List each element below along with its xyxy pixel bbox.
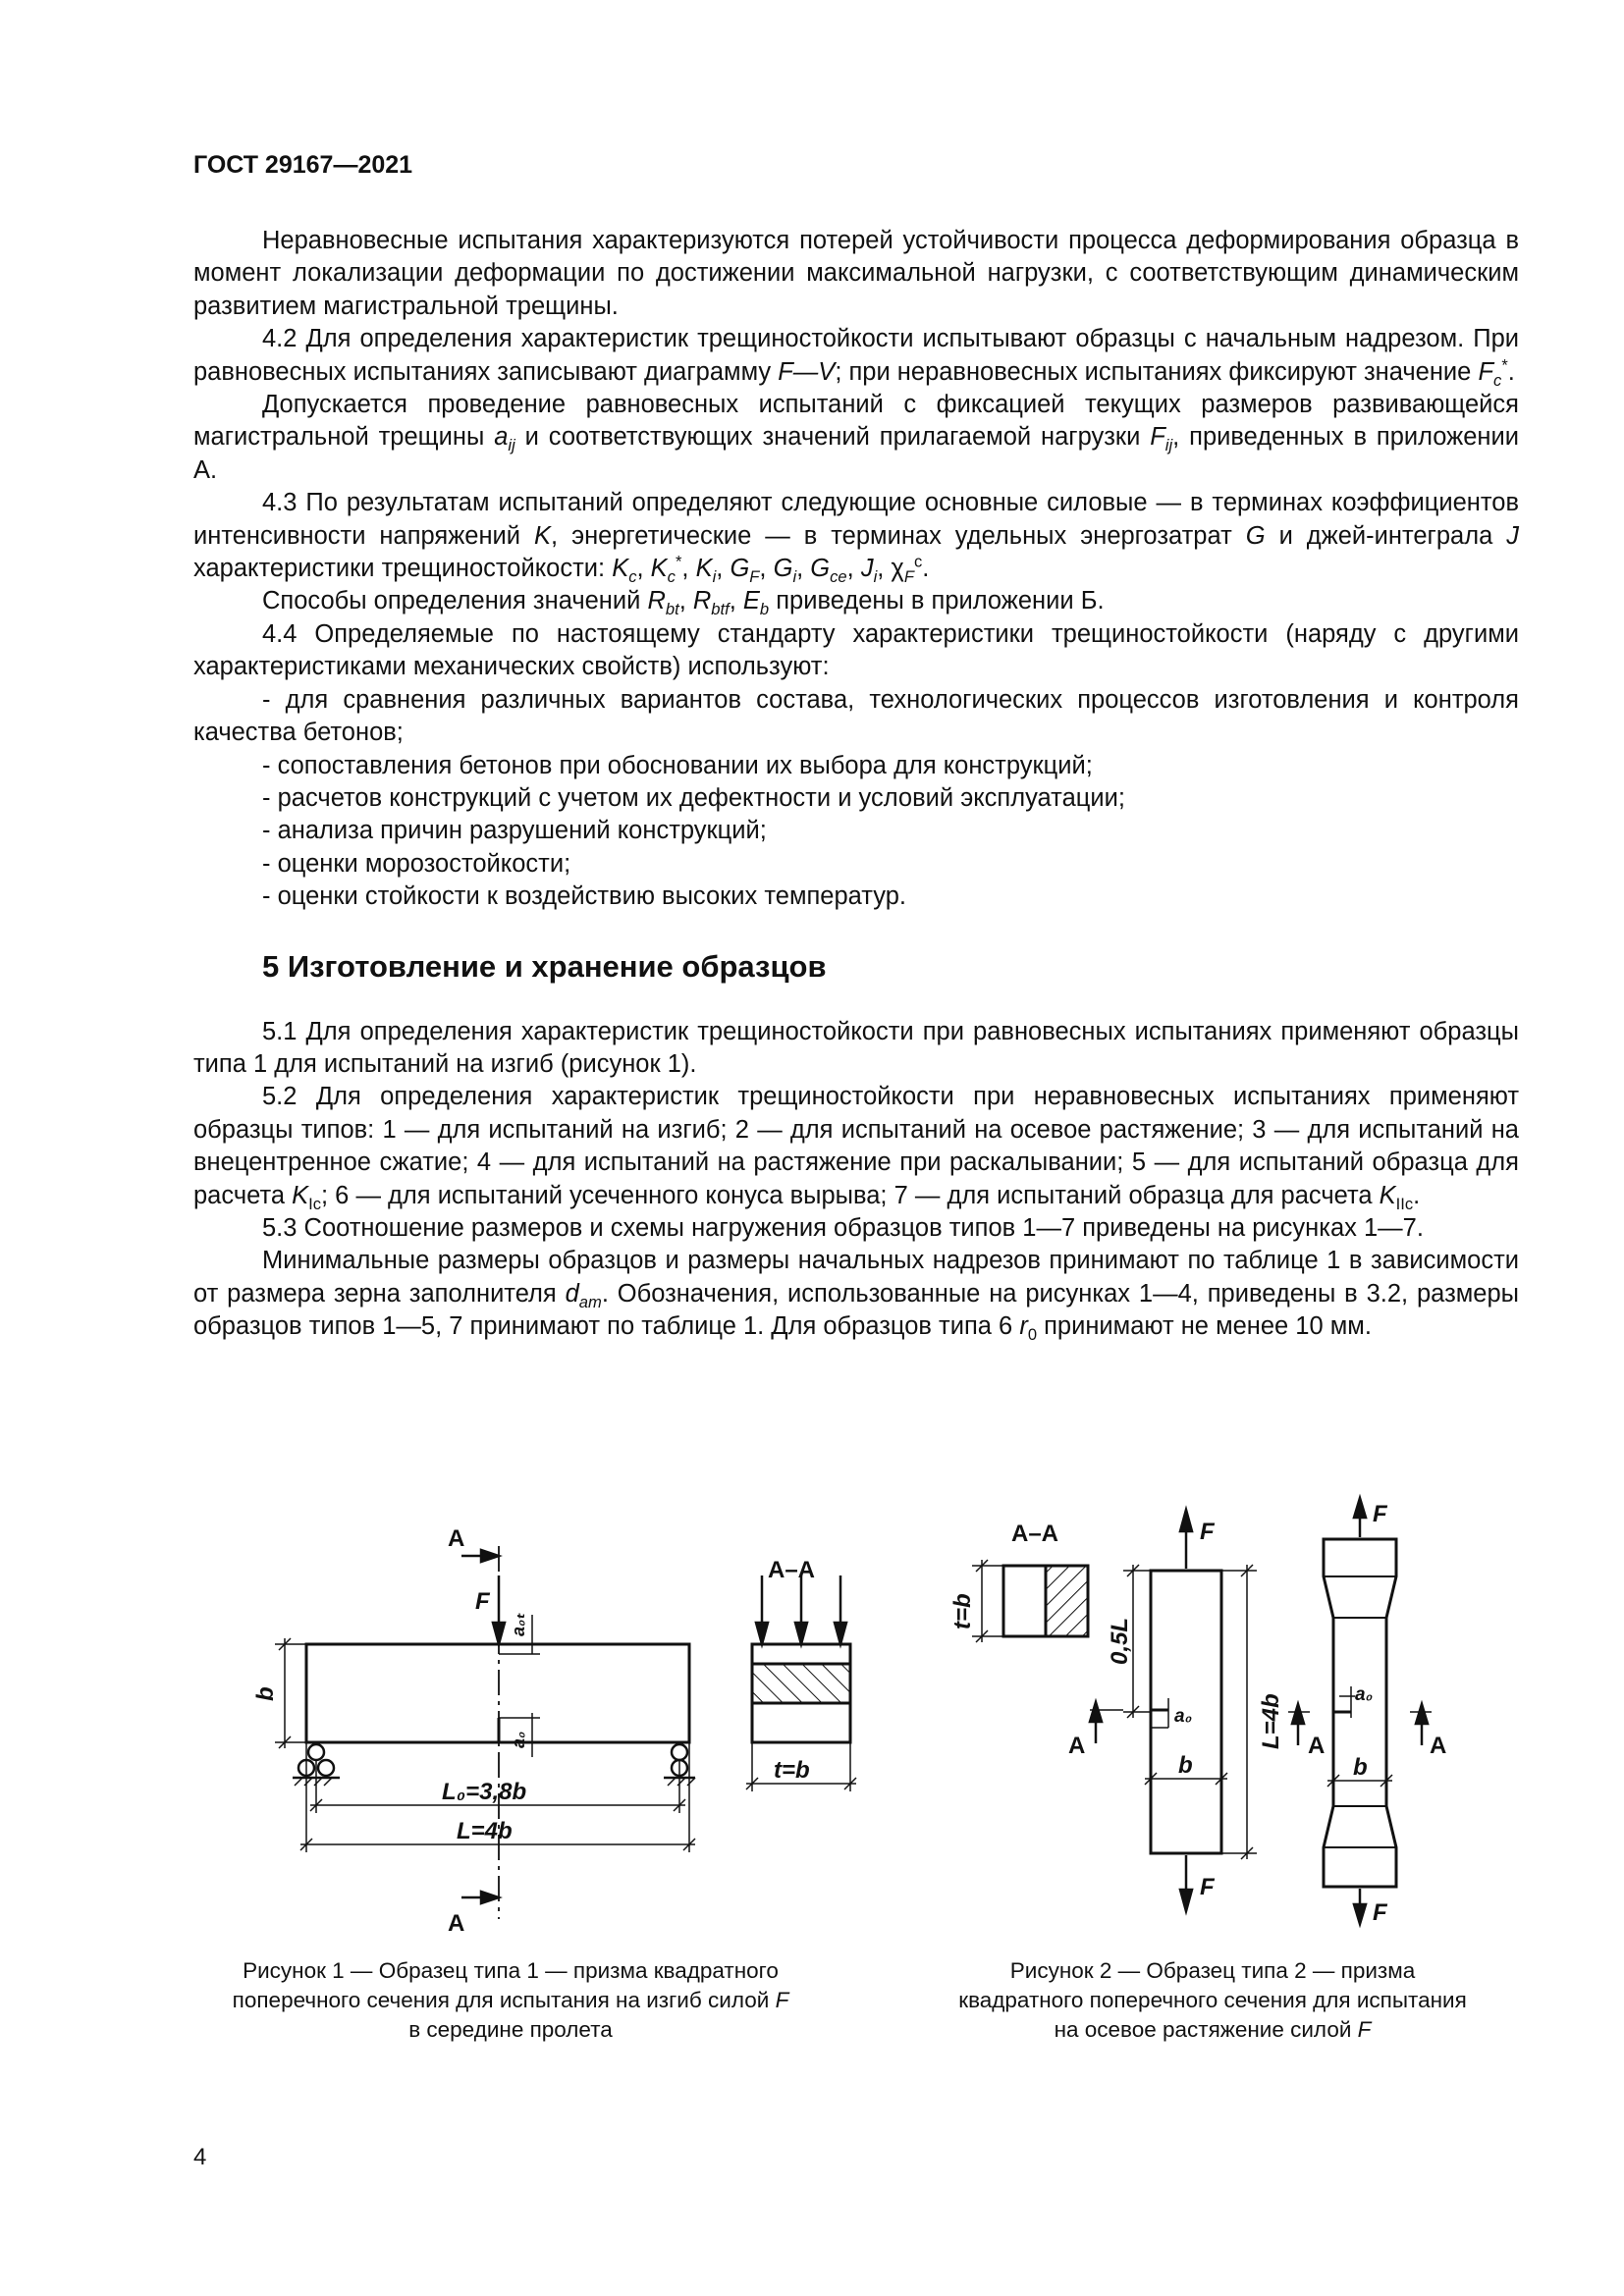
list-item: - оценки морозостойкости; — [262, 849, 571, 878]
list-item: - анализа причин разрушений конструкций; — [262, 817, 767, 845]
label-force: F — [1200, 1874, 1215, 1900]
label-half-l: 0,5L — [1107, 1617, 1133, 1665]
label-force: F — [1373, 1899, 1387, 1926]
label-force: F — [1200, 1519, 1215, 1545]
list-item: - оценки стойкости к воздействию высоких температур. — [262, 882, 906, 911]
figure-2-svg — [943, 1492, 1492, 1929]
label-a-left: A — [1308, 1733, 1326, 1759]
section-title: 5 Изготовление и хранение образцов — [262, 948, 827, 984]
paragraph: Минимальные размеры образцов и размеры начальных надрезов принимают по таблице 1 в зависимости от размера зерна заполнителя $d_{am}$. Обозначения, использованные на рисунках 1—4, приведены в 3.2, размеры образцов типов 1—5, 7 принимают по таблице 1. Для образцов типа 6 $r_0$ принимают не менее 10 мм. — [193, 1247, 1519, 1345]
label-a0: a₀ — [1174, 1706, 1193, 1727]
label-l: L=4b — [457, 1818, 513, 1844]
paragraph-5-2: 5.2 Для определения характеристик трещиностойкости при неравновесных испытаниях применяют образцы типов: 1 — для испытаний на изгиб; 2 — для испытаний на осевое растяжение; 3 — для испытаний на внецентренное сжатие; 4 — для испытаний на растяжение при раскалывании; 5 — для испытаний образца для расчета $K_{Ic}$; 6 — для испытаний усеченного конуса вырыва; 7 — для испытаний образца для расчета $K_{IIc}$. — [193, 1083, 1519, 1213]
list-item: - для сравнения различных вариантов состава, технологических процессов изготовления и контроля качества бетонов; — [193, 685, 1519, 747]
page-number: 4 — [193, 2144, 207, 2170]
body-text — [193, 225, 1519, 1344]
support-left — [308, 1744, 324, 1760]
paragraph-4-4: 4.4 Определяемые по настоящему стандарту характеристики трещиностойкости (наряду с другими характеристиками механических свойств) используют: — [193, 619, 1519, 681]
paragraph-4-3: 4.3 По результатам испытаний определяют следующие основные силовые — в терминах коэффициентов интенсивности напряжений K, энергетические — в терминах удельных энергозатрат G и джей-интеграла J характеристики трещиностойкости: $K_c$, $K_c^*$, $K_i$, $G_F$, $G_i$, $G_{ce}$, $J_i$, $\chi_F^c$. — [193, 489, 1519, 587]
label-l: L=4b — [1258, 1693, 1284, 1749]
label-b: b — [252, 1686, 279, 1701]
label-b: b — [1178, 1752, 1193, 1779]
list-item: - сопоставления бетонов при обосновании их выбора для конструкций; — [262, 751, 1093, 779]
paragraph-4-2: 4.2 Для определения характеристик трещиностойкости испытывают образцы с начальным надрезом. При равновесных испытаниях записывают диаграмму F—V; при неравновесных испытаниях фиксируют значение $F_c^*$. — [193, 325, 1519, 390]
figure-2-drawing — [943, 1492, 1492, 1929]
paragraph: Допускается проведение равновесных испытаний с фиксацией текущих размеров развивающейся магистральной трещины $a_{ij}$ и соответствующих значений прилагаемой нагрузки $F_{ij}$, приведенных в приложении А. — [193, 391, 1519, 484]
list-item: - расчетов конструкций с учетом их дефектности и условий эксплуатации; — [262, 783, 1125, 812]
paragraph: Неравновесные испытания характеризуются потерей устойчивости процесса деформирования образца в момент локализации деформации по достижении максимальной нагрузки, с соответствующим динамическим развитием магистральной трещины. — [193, 227, 1519, 320]
figure-1-drawing — [252, 1507, 884, 1939]
label-a-right: A — [1430, 1733, 1447, 1759]
label-a0t: a₀ₜ — [509, 1612, 528, 1636]
paragraph-5-1: 5.1 Для определения характеристик трещиностойкости при равновесных испытаниях применяют образцы типа 1 для испытаний на изгиб (рисунок 1). — [193, 1017, 1519, 1078]
force-arrow — [493, 1623, 505, 1644]
figure-2-caption: Рисунок 2 — Образец типа 2 — призма квадратного поперечного сечения для испытания на осевое растяжение силой F — [958, 1958, 1467, 2042]
label-section: A–A — [768, 1557, 816, 1583]
label-force: F — [475, 1588, 490, 1615]
label-a-bottom: A — [448, 1910, 465, 1937]
document-header: ГОСТ 29167—2021 — [193, 151, 413, 179]
label-section: A–A — [1011, 1521, 1059, 1547]
support-right — [672, 1744, 687, 1760]
label-a-top: A — [448, 1525, 465, 1552]
label-t: t=b — [949, 1593, 976, 1629]
label-force: F — [1373, 1501, 1387, 1527]
label-a-left: A — [1068, 1733, 1086, 1759]
label-l0: L₀=3,8b — [442, 1779, 527, 1805]
figure-1-caption: Рисунок 1 — Образец типа 1 — призма квадратного поперечного сечения для испытания на изгиб силой F в середине пролета — [232, 1958, 789, 2042]
label-t: t=b — [774, 1757, 810, 1784]
paragraph-5-3: 5.3 Соотношение размеров и схемы нагружения образцов типов 1—7 приведены на рисунках 1—7. — [262, 1213, 1424, 1242]
label-b: b — [1353, 1754, 1368, 1781]
label-a0: a₀ — [509, 1731, 528, 1748]
figure-1-svg — [252, 1507, 884, 1939]
paragraph: Способы определения значений $R_{bt}$, $R_{btf}$, $E_b$ приведены в приложении Б. — [262, 587, 1105, 619]
label-a0: a₀ — [1355, 1684, 1374, 1705]
